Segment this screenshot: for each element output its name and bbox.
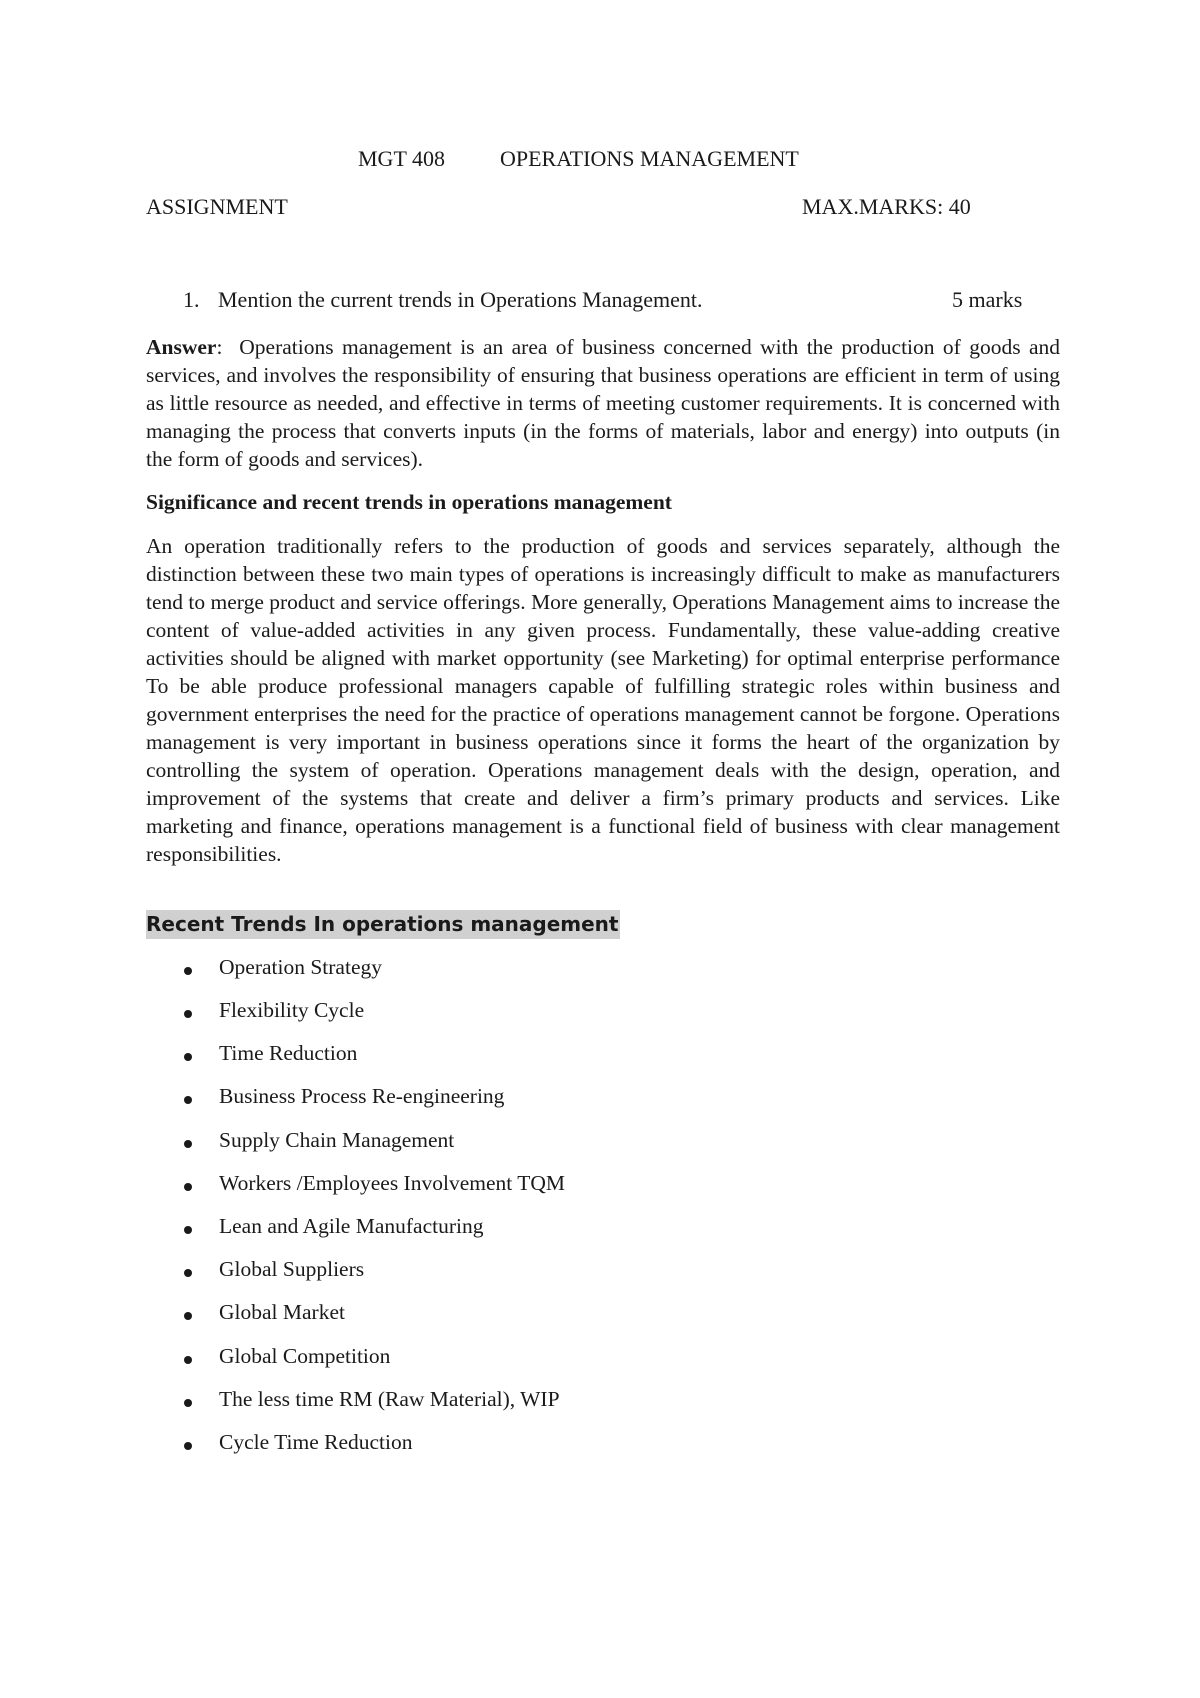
bullet-icon <box>184 1096 192 1104</box>
assignment-header-row <box>146 194 998 220</box>
list-item-label: Global Suppliers <box>219 1257 365 1281</box>
question-text: Mention the current trends in Operations Management. <box>218 287 703 312</box>
list-item-label: Time Reduction <box>219 1041 358 1065</box>
bullet-icon <box>184 1356 192 1364</box>
bullet-icon <box>184 1140 192 1148</box>
list-item <box>0 1430 900 1460</box>
max-marks: MAX.MARKS: 40 <box>802 194 971 219</box>
bullet-icon <box>184 1312 192 1320</box>
list-item-label: Workers /Employees Involvement TQM <box>219 1171 565 1195</box>
list-item-label: Cycle Time Reduction <box>219 1430 413 1454</box>
list-item <box>0 1387 900 1417</box>
significance-heading: Significance and recent trends in operations management <box>146 490 672 514</box>
answer-paragraph <box>146 333 1060 473</box>
list-item-label: Global Market <box>219 1300 345 1324</box>
answer-separator: : <box>216 335 223 359</box>
bullet-icon <box>184 1442 192 1450</box>
list-item <box>0 1041 900 1071</box>
assignment-label: ASSIGNMENT <box>146 194 288 219</box>
list-item <box>0 1214 900 1244</box>
list-item <box>0 1171 900 1201</box>
significance-paragraph: An operation traditionally refers to the production of goods and services separately, although the distinction between these two main types of operations is increasingly difficult to make as manufacturers tend to merge product and service offerings. More generally, Operations Management aims to increase the content of value-added activities in any given process. Fundamentally, these value-adding creative activities should be aligned with market opportunity (see Marketing) for optimal enterprise performance To be able produce professional managers capable of fulfilling strategic roles within business and government enterprises the need for the practice of operations management cannot be forgone. Operations management is very important in business operations since it forms the heart of the organization by controlling the system of operation. Operations management deals with the design, operation, and improvement of the systems that create and deliver a firm’s primary products and services. Like marketing and finance, operations management is a functional field of business with clear management responsibilities. <box>146 534 1060 866</box>
list-item-label: Business Process Re-engineering <box>219 1084 505 1108</box>
trends-heading: Recent Trends In operations management <box>146 910 620 939</box>
list-item-label: Supply Chain Management <box>219 1128 455 1152</box>
list-item-label: Flexibility Cycle <box>219 998 365 1022</box>
list-item-label: Operation Strategy <box>219 955 382 979</box>
bullet-icon <box>184 1183 192 1191</box>
answer-label: Answer <box>146 335 217 359</box>
question-number: 1. <box>183 287 200 312</box>
document-title <box>358 146 799 172</box>
bullet-icon <box>184 1010 192 1018</box>
bullet-icon <box>184 1053 192 1061</box>
list-item <box>0 1300 900 1330</box>
course-title: OPERATIONS MANAGEMENT <box>500 146 799 171</box>
answer-text: Operations management is an area of business concerned with the production of goods and services, and involves the responsibility of ensuring that business operations are efficient in term of using as little resource as needed, and effective in terms of meeting customer requirements. It is concerned with managing the process that converts inputs (in the forms of materials, labor and energy) into outputs (in the form of goods and services). <box>146 335 1061 471</box>
list-item <box>0 1084 900 1114</box>
list-item <box>0 1128 900 1158</box>
list-item-label: The less time RM (Raw Material), WIP <box>219 1387 560 1411</box>
list-item-label: Lean and Agile Manufacturing <box>219 1214 484 1238</box>
list-item <box>0 998 900 1028</box>
list-item <box>0 1344 900 1374</box>
bullet-icon <box>184 1269 192 1277</box>
list-item <box>0 1257 900 1287</box>
bullet-icon <box>184 967 192 975</box>
list-item-label: Global Competition <box>219 1344 391 1368</box>
list-item <box>0 955 900 985</box>
bullet-icon <box>184 1226 192 1234</box>
question-marks: 5 marks <box>952 287 1023 312</box>
bullet-icon <box>184 1399 192 1407</box>
course-code: MGT 408 <box>358 146 445 171</box>
